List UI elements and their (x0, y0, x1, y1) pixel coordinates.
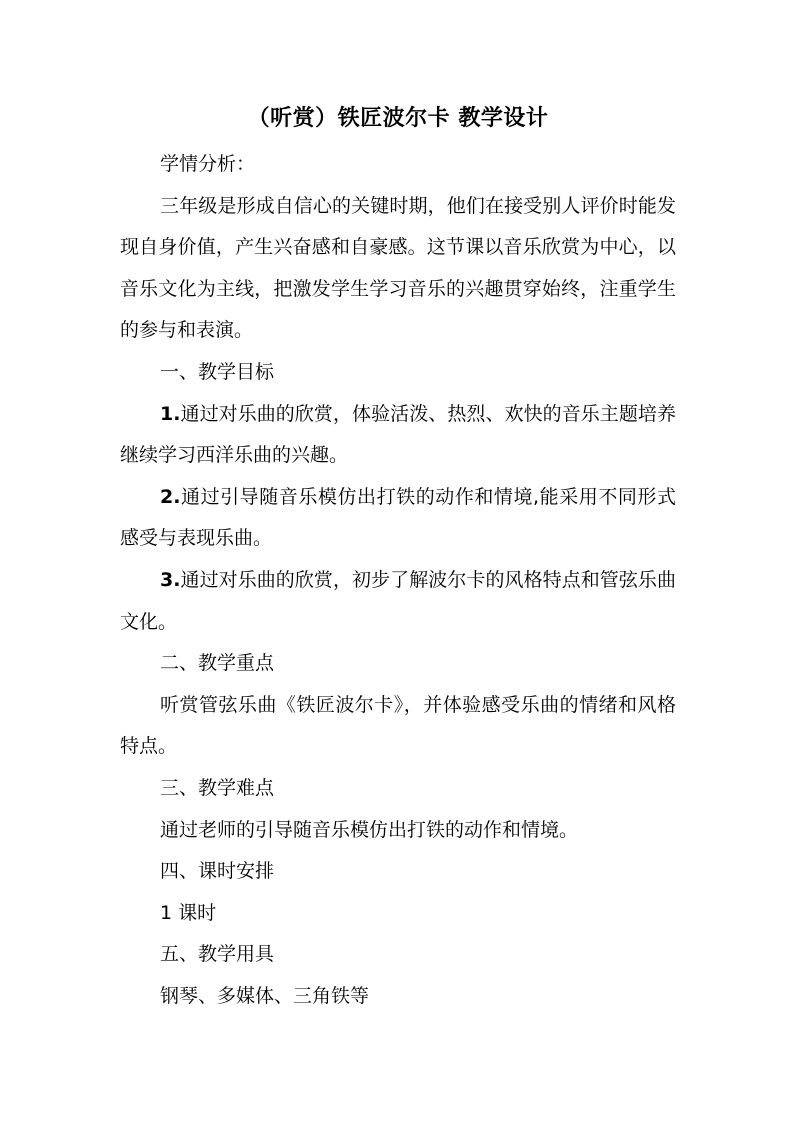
objective-text: 通过引导随音乐模仿出打铁的动作和情境,能采用不同形式感受与表现乐曲。 (120, 485, 676, 550)
tools-paragraph: 钢琴、多媒体、三角铁等 (160, 984, 370, 1007)
difficulties-paragraph: 通过老师的引导随音乐模仿出打铁的动作和情境。 (160, 818, 579, 841)
analysis-label: 学情分析： (160, 153, 256, 175)
objective-number: 2. (160, 485, 181, 508)
objective-item-2 (120, 477, 676, 560)
section-heading-key-points: 二、教学重点 (160, 652, 275, 675)
objective-number: 1. (160, 402, 181, 425)
document-body (120, 98, 676, 1017)
section-heading-schedule: 四、课时安排 (160, 860, 275, 883)
analysis-paragraph: 三年级是形成自信心的关键时期，他们在接受别人评价时能发现自身价值，产生兴奋感和自豪感。这节课以音乐欣赏为中心，以音乐文化为主线，把激发学生学习音乐的兴趣贯穿始终，注重学生的参与和表演。 (120, 194, 676, 342)
section-heading-difficulties: 三、教学难点 (160, 776, 275, 799)
document-title: （听赏）铁匠波尔卡 教学设计 (247, 106, 549, 131)
key-points-paragraph: 听赏管弦乐曲《铁匠波尔卡》，并体验感受乐曲的情绪和风格特点。 (120, 693, 676, 758)
objective-number: 3. (160, 568, 181, 591)
objective-item-1 (120, 394, 676, 477)
objective-text: 通过对乐曲的欣赏，初步了解波尔卡的风格特点和管弦乐曲文化。 (120, 568, 676, 633)
objective-item-3 (120, 560, 676, 643)
objective-text: 通过对乐曲的欣赏，体验活泼、热烈、欢快的音乐主题培养继续学习西洋乐曲的兴趣。 (120, 402, 676, 467)
section-heading-objectives: 一、教学目标 (160, 360, 275, 383)
schedule-paragraph: 1 课时 (160, 901, 217, 924)
section-heading-tools: 五、教学用具 (160, 943, 275, 966)
